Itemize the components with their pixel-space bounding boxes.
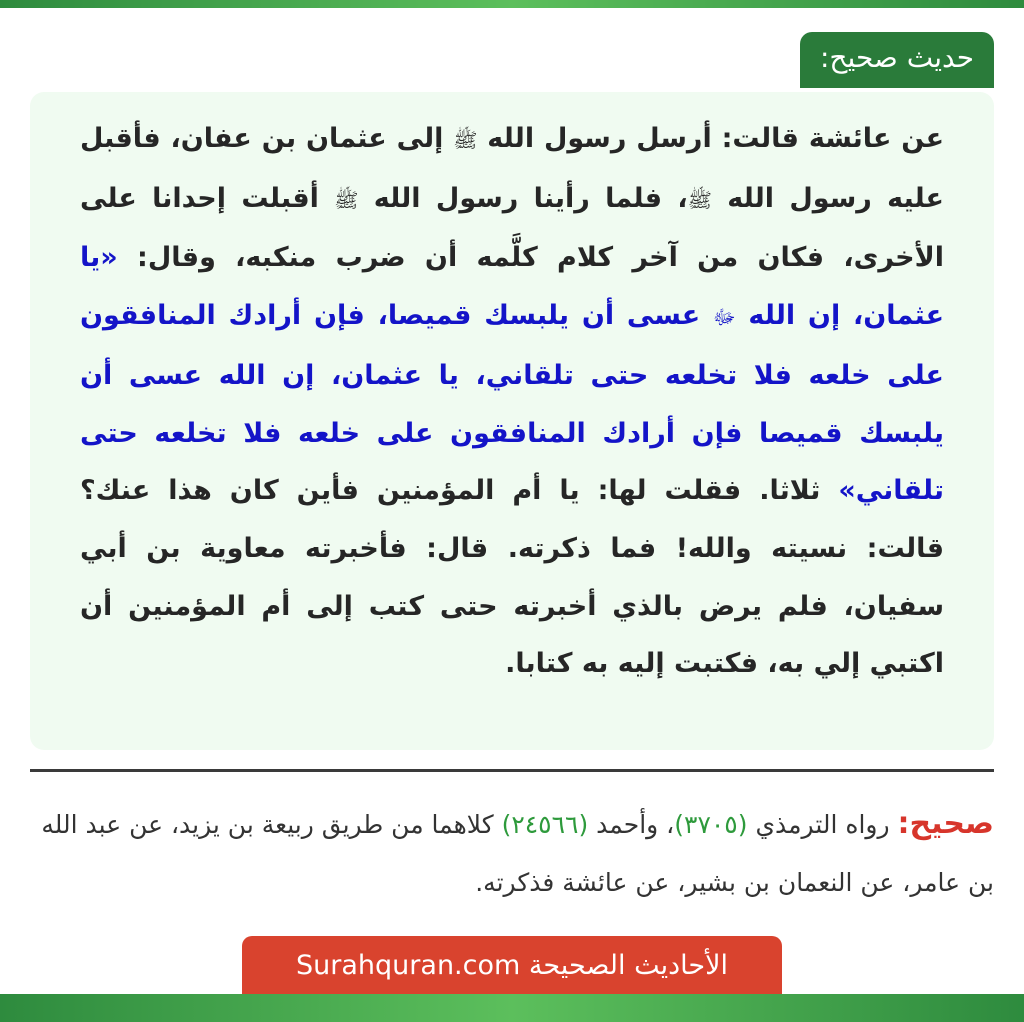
quote-part: عسى أن يلبسك قميصا، فإن أرادك المنافقون على خلعه فلا تخلعه حتى تلقاني، يا عثمان، إن الله عسى أن يلبسك قميصا فإن أرادك المنافقون على خلعه فلا تخلعه حتى تلقاني» xyxy=(80,300,944,507)
salutation-glyph: ﷺ xyxy=(687,187,712,212)
citation-text: رواه الترمذي xyxy=(747,810,898,839)
hadith-part: إلى عثمان بن عفان، فأقبل عليه رسول الله xyxy=(80,123,945,214)
salutation-glyph: ﷺ xyxy=(453,128,478,152)
hadith-part: ثلاثا. فقلت لها: يا أم المؤمنين فأين كان هذا عنك؟ قالت: نسيته والله! فما ذكرته. قال: فأخبرته معاوية بن أبي سفيان، فلم يرض بالذي أخبرته حتى كتب إلى أم المؤمنين أن اكتبي إلي به، فكتبت إليه به كتابا. xyxy=(80,475,944,680)
hadith-text-box xyxy=(30,92,994,750)
salutation-glyph: ﷺ xyxy=(334,187,359,212)
hadith-part: أقبلت إحدانا على الأخرى، فكان من آخر كلام كلَّمه أن ضرب منكبه، وقال: xyxy=(80,182,944,274)
bottom-green-bar xyxy=(0,994,1024,1022)
hadith-part: عن عائشة قالت: أرسل رسول الله xyxy=(477,123,945,154)
hadith-text xyxy=(80,110,944,693)
hadith-part: ، فلما رأينا رسول الله xyxy=(358,182,688,214)
ahmad-ref: (٢٤٥٦٦) xyxy=(501,810,589,839)
tirmidhi-ref: (٣٧٠٥) xyxy=(674,810,748,839)
section-divider xyxy=(30,769,994,772)
top-green-bar xyxy=(0,0,1024,8)
site-badge: الأحاديث الصحيحة Surahquran.com xyxy=(242,936,782,994)
source-citation xyxy=(30,795,994,912)
prophet-quote xyxy=(80,242,944,506)
citation-text: كلاهما من طريق ربيعة بن يزيد، عن عبد الله بن عامر، عن النعمان بن بشير، عن عائشة فذكرته. xyxy=(41,810,994,897)
citation-text: ، وأحمد xyxy=(588,810,675,839)
grade-label: صحيح: xyxy=(897,806,994,841)
hadith-grade-label: حديث صحيح: xyxy=(800,32,994,88)
quote-part: «يا عثمان، إن الله xyxy=(80,242,945,332)
azza-wajal-glyph: ﷻ xyxy=(712,305,736,330)
